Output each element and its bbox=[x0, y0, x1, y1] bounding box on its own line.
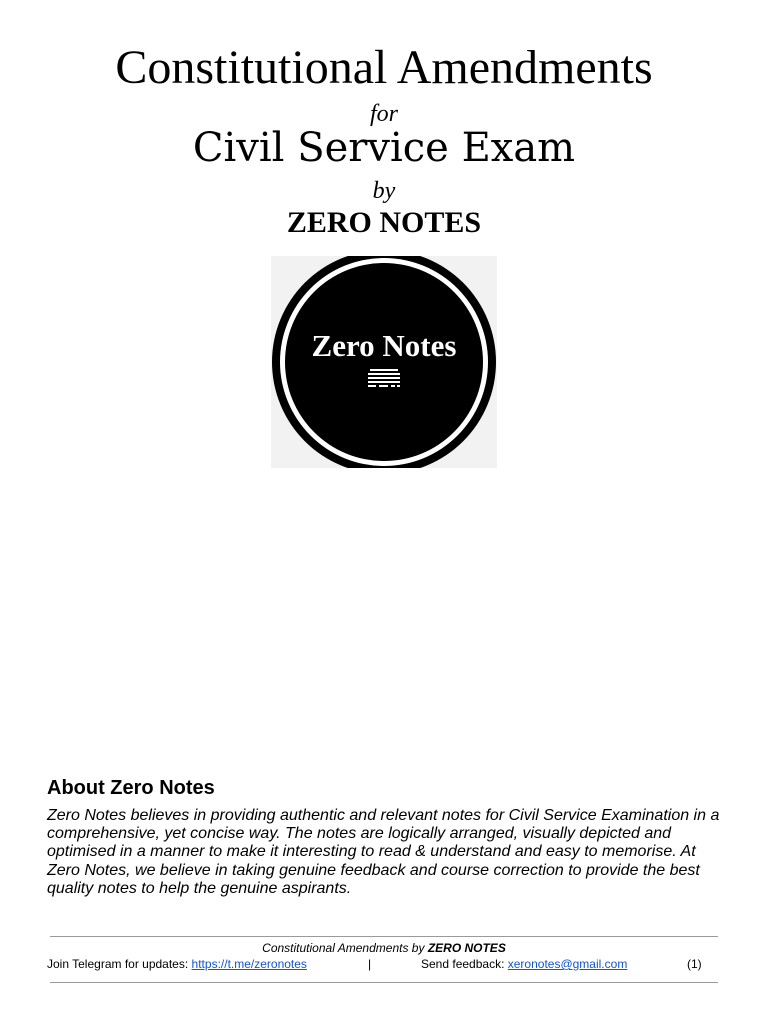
footer-telegram bbox=[47, 957, 307, 971]
author-name: ZERO NOTES bbox=[286, 206, 482, 239]
footer-title bbox=[0, 941, 768, 955]
document-title: Constitutional Amendments bbox=[115, 41, 653, 94]
telegram-label: Join Telegram for updates: bbox=[47, 957, 189, 971]
about-paragraph: Zero Notes believes in providing authentic and relevant notes for Civil Service Examination in a comprehensive, yet concise way. The notes are logically arranged, visually depicted and optimised in a manner to make it interesting to read & understand and easy to memorise. At Zero Notes, we believe in taking genuine feedback and course correction to provide the best quality notes to help the genuine aspirants. bbox=[47, 807, 720, 897]
feedback-email-link[interactable]: xeronotes@gmail.com bbox=[507, 957, 628, 971]
for-connector: for bbox=[369, 101, 398, 127]
document-subtitle: Civil Service Exam bbox=[192, 125, 576, 171]
page-number: (1) bbox=[687, 957, 702, 971]
logo-emblem bbox=[271, 256, 497, 468]
by-connector: by bbox=[372, 178, 396, 204]
about-heading: About Zero Notes bbox=[47, 777, 215, 799]
footer-bottom-divider bbox=[50, 982, 718, 983]
footer-brand: ZERO NOTES bbox=[427, 941, 506, 955]
logo-text: Zero Notes bbox=[311, 328, 457, 363]
footer-top-divider bbox=[50, 936, 718, 937]
feedback-label: Send feedback: bbox=[421, 957, 505, 971]
footer-separator: | bbox=[368, 957, 372, 971]
telegram-link[interactable]: https://t.me/zeronotes bbox=[191, 957, 307, 971]
footer-feedback bbox=[421, 957, 627, 971]
footer-title-text: Constitutional Amendments by bbox=[262, 941, 425, 955]
zero-notes-logo bbox=[271, 256, 497, 468]
